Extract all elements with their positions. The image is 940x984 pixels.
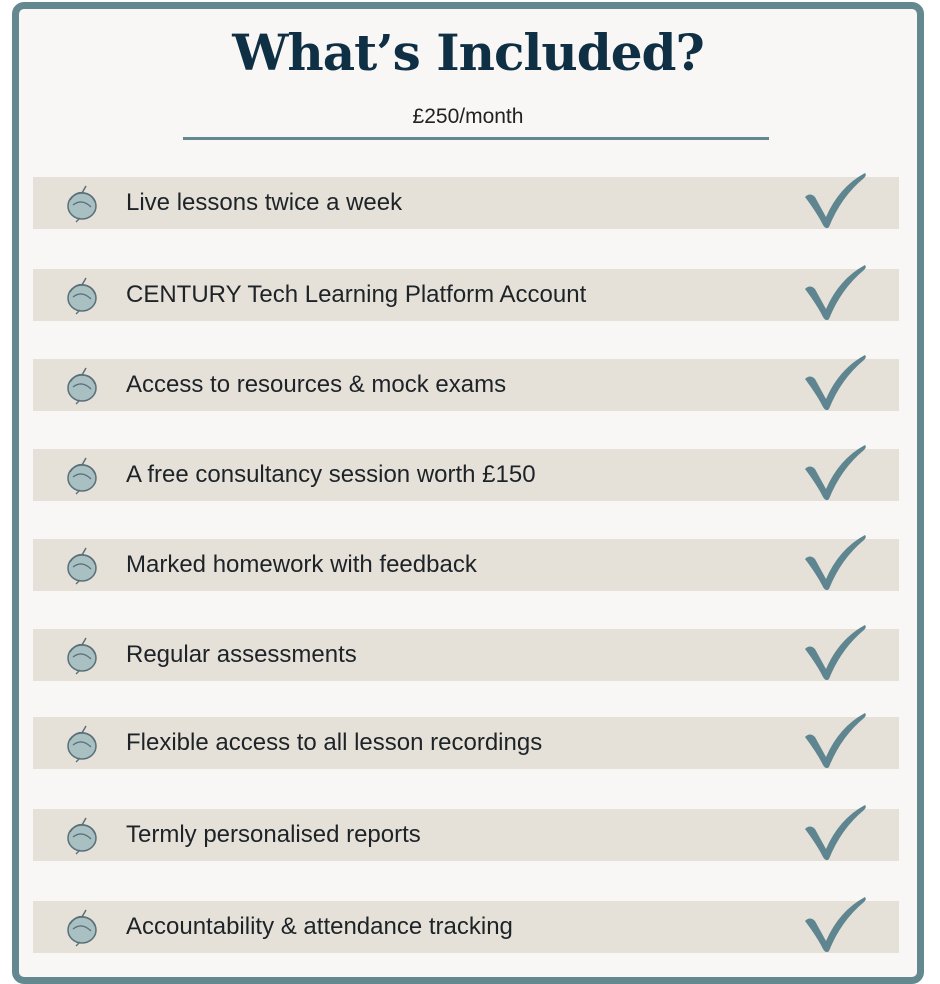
acorn-icon: [63, 365, 103, 405]
feature-row: [33, 539, 899, 591]
price-label: £250/month: [412, 105, 524, 128]
checkmark-icon: [801, 441, 871, 503]
feature-row: [33, 177, 899, 229]
feature-label: Live lessons twice a week: [126, 189, 403, 216]
checkmark-icon: [801, 169, 871, 231]
feature-row: [33, 901, 899, 953]
feature-row: [33, 809, 899, 861]
feature-label: Regular assessments: [126, 641, 357, 668]
page-title: What’s Included?: [232, 23, 704, 82]
acorn-icon: [63, 815, 103, 855]
checkmark-icon: [801, 621, 871, 683]
feature-label: Accountability & attendance tracking: [126, 913, 513, 940]
acorn-icon: [63, 635, 103, 675]
acorn-icon: [63, 907, 103, 947]
feature-label: A free consultancy session worth £150: [126, 461, 536, 488]
checkmark-icon: [801, 709, 871, 771]
feature-row: [33, 717, 899, 769]
feature-label: Flexible access to all lesson recordings: [126, 729, 543, 756]
checkmark-icon: [801, 531, 871, 593]
checkmark-icon: [801, 351, 871, 413]
feature-label: Marked homework with feedback: [126, 551, 477, 578]
feature-row: [33, 269, 899, 321]
acorn-icon: [63, 455, 103, 495]
feature-row: [33, 449, 899, 501]
acorn-icon: [63, 183, 103, 223]
acorn-icon: [63, 275, 103, 315]
checkmark-icon: [801, 893, 871, 955]
feature-label: Access to resources & mock exams: [126, 371, 507, 398]
title-divider: [183, 137, 769, 140]
feature-label: CENTURY Tech Learning Platform Account: [126, 281, 587, 308]
feature-row: [33, 359, 899, 411]
feature-label: Termly personalised reports: [126, 821, 421, 848]
acorn-icon: [63, 723, 103, 763]
included-card: [12, 2, 924, 984]
feature-row: [33, 629, 899, 681]
checkmark-icon: [801, 801, 871, 863]
checkmark-icon: [801, 261, 871, 323]
acorn-icon: [63, 545, 103, 585]
